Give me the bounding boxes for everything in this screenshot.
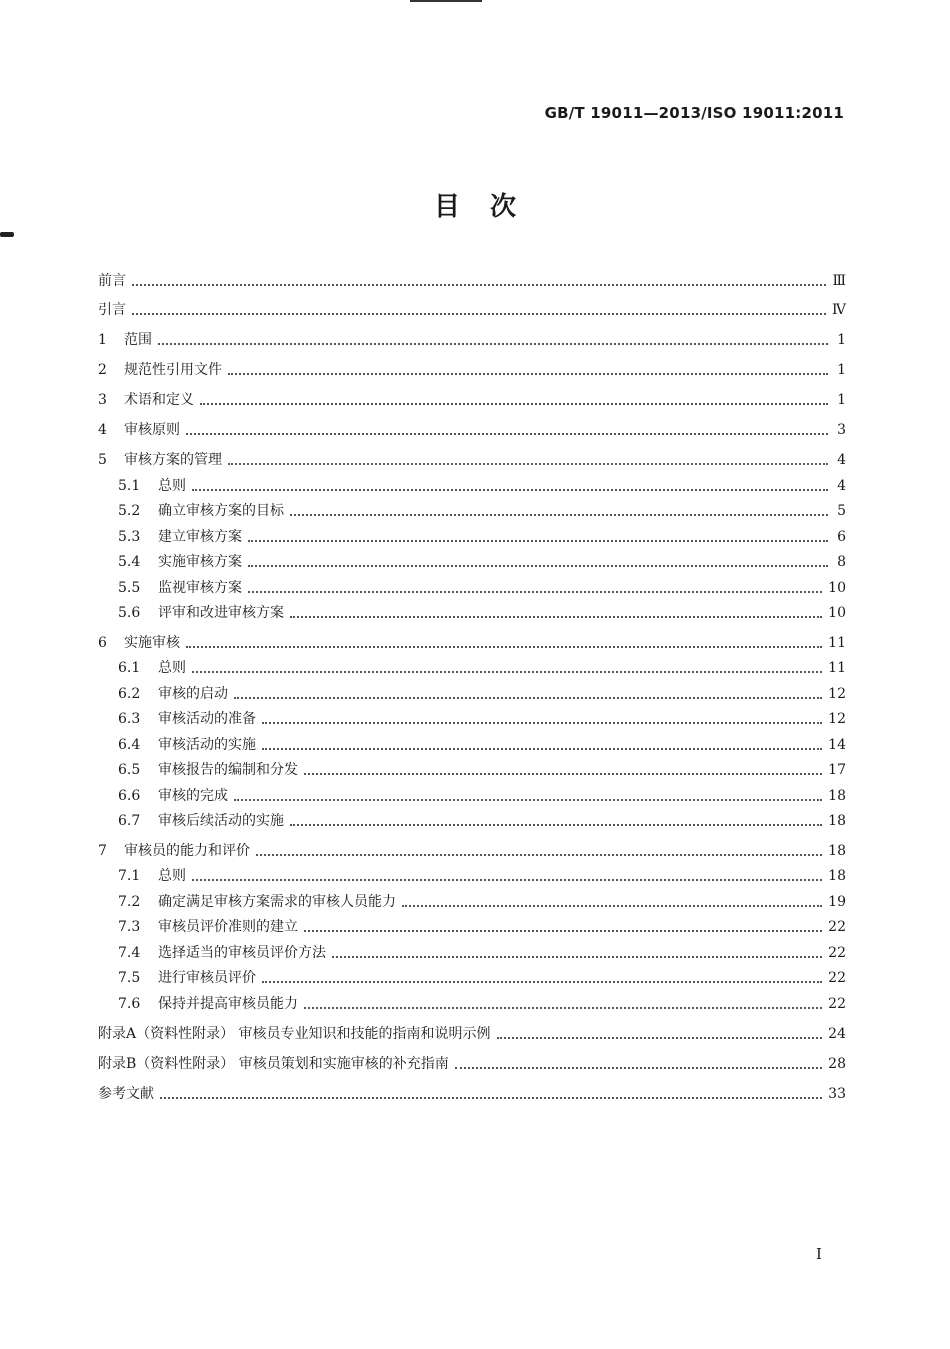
toc-entry	[98, 914, 846, 936]
toc-entry	[98, 630, 846, 652]
toc-entry-number: 4	[98, 422, 107, 438]
toc-entry	[98, 524, 846, 546]
toc-entry	[98, 1021, 846, 1043]
toc-entry-page: 18	[828, 868, 846, 884]
toc-entry-label: 确立审核方案的目标	[158, 503, 284, 519]
toc-leader-dots	[228, 373, 828, 375]
toc-entry-number: 7.6	[118, 996, 141, 1012]
toc-entry-label: 术语和定义	[124, 392, 194, 408]
page-title: 目次	[433, 192, 546, 222]
toc-entry-page: 3	[837, 422, 846, 438]
toc-entry-page: 11	[828, 635, 846, 651]
toc-entry	[98, 783, 846, 805]
toc-entry-page: 19	[828, 894, 846, 910]
toc-entry-page: 1	[837, 392, 846, 408]
toc-leader-dots	[256, 854, 822, 856]
toc-leader-dots	[248, 565, 828, 567]
toc-entry-label: 审核员的能力和评价	[124, 843, 250, 859]
toc-entry-label: 审核员评价准则的建立	[158, 919, 298, 935]
toc-entry	[98, 838, 846, 860]
toc-leader-dots	[234, 799, 822, 801]
toc-entry-number: 5.6	[118, 605, 141, 621]
toc-entry	[98, 732, 846, 754]
toc-entry-number: 6.4	[118, 737, 141, 753]
toc-leader-dots	[158, 343, 828, 345]
toc-entry-page: 12	[828, 686, 846, 702]
toc-entry-number: 6.7	[118, 813, 141, 829]
toc-entry-label: 评审和改进审核方案	[158, 605, 284, 621]
toc-entry-number: 6.6	[118, 788, 141, 804]
toc-entry-page: 8	[837, 554, 846, 570]
toc-entry-page: 12	[828, 711, 846, 727]
scan-edge-mark	[0, 232, 14, 237]
toc-entry-label: 保持并提高审核员能力	[158, 996, 298, 1012]
toc-entry-label: 总则	[158, 868, 186, 884]
toc-entry-label: 审核的完成	[158, 788, 228, 804]
toc-entry	[98, 417, 846, 439]
toc-leader-dots	[262, 981, 822, 983]
toc-leader-dots	[248, 591, 822, 593]
toc-entry	[98, 549, 846, 571]
toc-entry	[98, 655, 846, 677]
toc-leader-dots	[200, 403, 828, 405]
toc-entry-label: 审核后续活动的实施	[158, 813, 284, 829]
toc-entry-label: 进行审核员评价	[158, 970, 256, 986]
toc-leader-dots	[262, 722, 822, 724]
toc-entry-number: 7	[98, 843, 107, 859]
toc-entry-page: 14	[828, 737, 846, 753]
toc-entry-page: 22	[828, 919, 846, 935]
toc-entry-number: 7.1	[118, 868, 141, 884]
toc-leader-dots	[262, 748, 822, 750]
toc-entry	[98, 863, 846, 885]
toc-leader-dots	[132, 313, 826, 315]
toc-entry-page: 10	[828, 605, 846, 621]
toc-leader-dots	[290, 824, 822, 826]
toc-entry-page: 6	[837, 529, 846, 545]
page-number: I	[816, 1245, 822, 1263]
toc-entry-label: 实施审核方案	[158, 554, 242, 570]
toc-leader-dots	[455, 1067, 822, 1069]
toc-leader-dots	[186, 646, 822, 648]
toc-leader-dots	[304, 930, 822, 932]
toc-entry-page: 10	[828, 580, 846, 596]
toc-entry-number: 7.2	[118, 894, 141, 910]
toc-entry-label: 引言	[98, 302, 126, 318]
toc-entry-number: 6.2	[118, 686, 141, 702]
toc-entry-page: 33	[828, 1086, 846, 1102]
toc-entry-number: 5.3	[118, 529, 141, 545]
toc-leader-dots	[304, 1007, 822, 1009]
toc-entry-page: Ⅲ	[832, 273, 846, 289]
toc-entry-number: 5.5	[118, 580, 141, 596]
toc-entry-page: 18	[828, 788, 846, 804]
toc-entry-page: 28	[828, 1056, 846, 1072]
toc-entry-label: 审核方案的管理	[124, 452, 222, 468]
toc-entry-number: 7.5	[118, 970, 141, 986]
toc-leader-dots	[497, 1037, 823, 1039]
toc-entry	[98, 1081, 846, 1103]
toc-entry-label: 审核活动的准备	[158, 711, 256, 727]
toc-entry-number: 6.3	[118, 711, 141, 727]
toc-entry	[98, 498, 846, 520]
toc-entry-label: 总则	[158, 660, 186, 676]
toc-leader-dots	[290, 616, 822, 618]
toc-entry-number: 6.1	[118, 660, 141, 676]
toc-entry	[98, 889, 846, 911]
toc-entry-number: 5.2	[118, 503, 141, 519]
toc-entry-label: 审核报告的编制和分发	[158, 762, 298, 778]
toc-entry-label: 选择适当的审核员评价方法	[158, 945, 326, 961]
toc-entry	[98, 940, 846, 962]
toc-leader-dots	[402, 905, 822, 907]
toc-entry-label: 范围	[124, 332, 152, 348]
toc-entry-label: 建立审核方案	[158, 529, 242, 545]
toc-leader-dots	[192, 879, 822, 881]
toc-leader-dots	[304, 773, 822, 775]
toc-entry-number: 7.4	[118, 945, 141, 961]
toc-entry-page: 4	[837, 478, 846, 494]
toc-entry-number: 6	[98, 635, 107, 651]
toc-entry-page: Ⅳ	[832, 302, 846, 318]
toc-entry	[98, 965, 846, 987]
toc-entry-number: 7.3	[118, 919, 141, 935]
toc-entry	[98, 991, 846, 1013]
toc-entry-label: 确定满足审核方案需求的审核人员能力	[158, 894, 396, 910]
toc-entry	[98, 473, 846, 495]
toc-entry	[98, 757, 846, 779]
toc-leader-dots	[160, 1097, 822, 1099]
toc-entry-label: 附录B（资料性附录） 审核员策划和实施审核的补充指南	[98, 1056, 449, 1072]
toc-entry-number: 5.4	[118, 554, 141, 570]
toc-leader-dots	[228, 463, 828, 465]
toc-entry-page: 11	[828, 660, 846, 676]
toc-leader-dots	[132, 284, 826, 286]
toc-entry-page: 1	[837, 332, 846, 348]
toc-leader-dots	[192, 671, 822, 673]
toc-entry-number: 3	[98, 392, 107, 408]
toc-leader-dots	[290, 514, 828, 516]
toc-entry-page: 22	[828, 970, 846, 986]
toc-entry-label: 审核活动的实施	[158, 737, 256, 753]
scan-artifact-line	[410, 0, 482, 2]
toc-entry-label: 审核的启动	[158, 686, 228, 702]
toc-entry	[98, 681, 846, 703]
toc-leader-dots	[234, 697, 822, 699]
toc-entry-label: 审核原则	[124, 422, 180, 438]
toc-entry-label: 附录A（资料性附录） 审核员专业知识和技能的指南和说明示例	[98, 1026, 491, 1042]
toc-entry	[98, 1051, 846, 1073]
toc-leader-dots	[186, 433, 828, 435]
toc-entry-label: 规范性引用文件	[124, 362, 222, 378]
toc-entry	[98, 575, 846, 597]
toc-entry-label: 总则	[158, 478, 186, 494]
toc-entry-page: 1	[837, 362, 846, 378]
toc-entry	[98, 808, 846, 830]
toc-entry-page: 17	[828, 762, 846, 778]
toc-leader-dots	[192, 489, 828, 491]
toc-entry	[98, 357, 846, 379]
toc-entry-number: 2	[98, 362, 107, 378]
toc-entry-page: 5	[837, 503, 846, 519]
toc-entry	[98, 600, 846, 622]
toc-entry-label: 监视审核方案	[158, 580, 242, 596]
toc-entry-page: 18	[828, 813, 846, 829]
toc-entry-number: 5.1	[118, 478, 141, 494]
toc-leader-dots	[248, 540, 828, 542]
toc-entry	[98, 447, 846, 469]
toc-entry-page: 24	[828, 1026, 846, 1042]
standard-code: GB/T 19011—2013/ISO 19011:2011	[544, 104, 844, 122]
toc-entry-number: 1	[98, 332, 107, 348]
toc-entry	[98, 268, 846, 290]
toc-entry	[98, 387, 846, 409]
toc-entry-page: 18	[828, 843, 846, 859]
toc-entry	[98, 327, 846, 349]
toc-leader-dots	[332, 956, 822, 958]
toc-entry	[98, 706, 846, 728]
toc-entry-number: 5	[98, 452, 107, 468]
toc-entry-page: 22	[828, 996, 846, 1012]
toc-entry-label: 前言	[98, 273, 126, 289]
toc-entry	[98, 297, 846, 319]
toc-entry-label: 参考文献	[98, 1086, 154, 1102]
toc-entry-number: 6.5	[118, 762, 141, 778]
toc-entry-label: 实施审核	[124, 635, 180, 651]
toc-entry-page: 22	[828, 945, 846, 961]
toc-entry-page: 4	[837, 452, 846, 468]
